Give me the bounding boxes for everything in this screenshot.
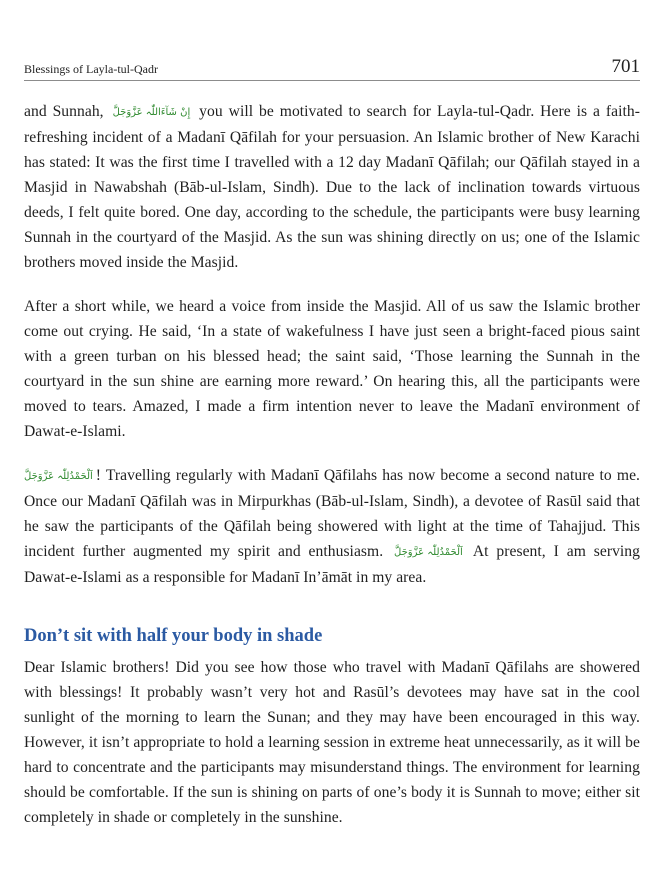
paragraph-text: and Sunnah, bbox=[24, 103, 104, 120]
paragraph-shade-advice: Dear Islamic brothers! Did you see how those who travel with Madanī Qāfilahs are showered with blessings! It probably wasn’t very hot and Rasūl’s devotees may have sat in the cool sunlight of the morning to learn the Sunan; and they may have been encouraged in this way. However, it isn’t appropriate to hold a learning session in extreme heat unnecessarily, as it will be hard to concentrate and the participants may misunderstand things. The environment for learning should be comfortable. If the sun is shining on parts of one’s body it is Sunnah to move; either sit completely in shade or completely in the sunshine. bbox=[24, 659, 640, 826]
section-heading: Don’t sit with half your body in shade bbox=[24, 626, 323, 646]
page-number: 701 bbox=[611, 56, 640, 77]
paragraph-text: At present, I am serving Dawat-e-Islami as a responsible for Madanī In’āmāt in my area. bbox=[24, 543, 641, 586]
paragraph-text: you will be motivated to search for Layla-tul-Qadr. Here is a faith-refreshing incident of a Madanī Qāfilah for your persuasion. An Islamic brother of New Karachi has stated: It was the first time I travelled with a 12 day Madanī Qāfilah; our Qāfilah stayed in a Masjid in Nawabshah (Bāb-ul-Islam, Sindh). Due to the lack of inclination towards virtuous deeds, I felt quite bored. One day, according to the schedule, the participants were busy learning Sunnah in the courtyard of the Masjid. As the sun was shining directly on us; one of the Islamic brothers moved inside the Masjid. bbox=[24, 103, 640, 271]
arabic-phrase-insha-allah: إِنْ شَآءَاللّٰہ عَزَّوَجَلَّ bbox=[112, 107, 191, 118]
paragraph-text: ! Travelling regularly with Madanī Qāfilahs has now become a second nature to me. Once our Madanī Qāfilah was in Mirpurkhas (Bāb-ul-Islam, Sindh), a devotee of Rasūl said that he saw the participants of the Qāfilah being showered with light at the time of Tahajjud. This incident further augmented my spirit and enthusiasm. bbox=[24, 467, 640, 560]
paragraph-saint-vision: After a short while, we heard a voice from inside the Masjid. All of us saw the Islamic brother come out crying. He said, ‘In a state of wakefulness I have just seen a bright-faced pious saint with a green turban on his blessed head; the saint said, ‘Those learning the Sunnah in the courtyard in the sun shine are earning more reward.’ On hearing this, all the participants were moved to tears. Amazed, I made a firm intention never to leave the Madanī environment of Dawat-e-Islami. bbox=[24, 298, 640, 440]
paragraph-alhamdulillah bbox=[24, 463, 640, 590]
body-text bbox=[24, 99, 640, 830]
running-header bbox=[24, 52, 640, 81]
document-page bbox=[24, 52, 640, 830]
paragraph-incident-intro bbox=[24, 99, 640, 275]
arabic-phrase-alhamdulillah: اَلْحَمْدُلِلّٰہ عَزَّوَجَلَّ bbox=[24, 471, 93, 482]
book-title: Blessings of Layla-tul-Qadr bbox=[24, 62, 158, 76]
arabic-phrase-alhamdulillah: اَلْحَمْدُلِلّٰہ عَزَّوَجَلَّ bbox=[394, 547, 463, 558]
